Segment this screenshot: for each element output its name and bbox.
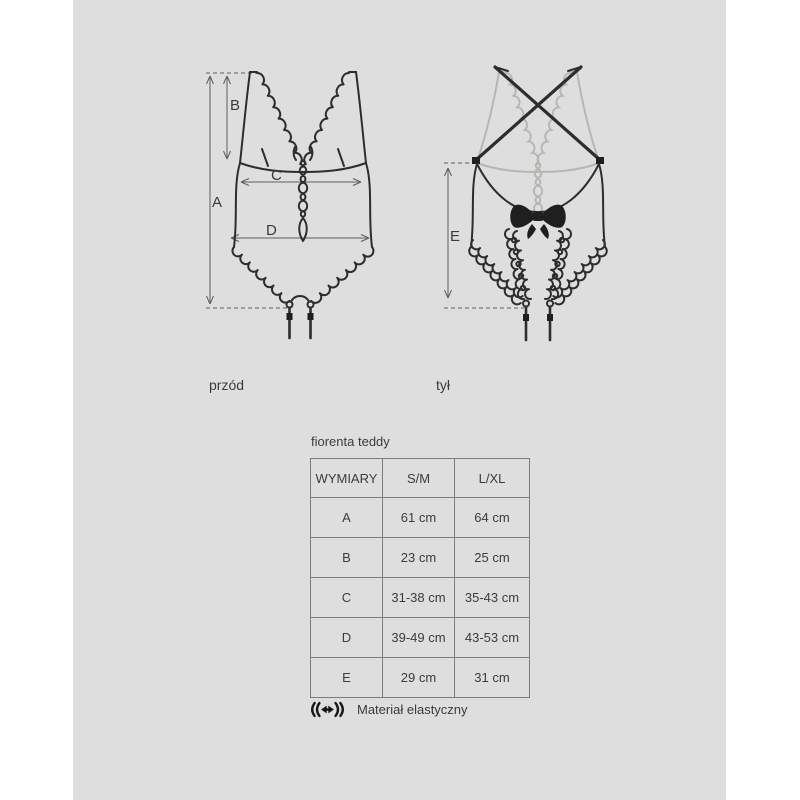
back-view-label: tył	[436, 377, 450, 393]
dim-cell: B	[311, 538, 383, 578]
dim-label-a: A	[212, 194, 223, 211]
lxl-cell: 43-53 cm	[455, 618, 530, 658]
table-row	[311, 498, 530, 538]
dim-cell: D	[311, 618, 383, 658]
sm-cell: 29 cm	[383, 658, 455, 698]
dim-cell: A	[311, 498, 383, 538]
table-row	[311, 578, 530, 618]
header-sm: S/M	[383, 459, 455, 498]
header-lxl: L/XL	[455, 459, 530, 498]
dim-label-d: D	[266, 222, 277, 239]
size-table-header-row	[311, 459, 530, 498]
elastic-stretch-icon	[309, 702, 346, 717]
front-garment-outline	[232, 72, 373, 338]
lxl-cell: 35-43 cm	[455, 578, 530, 618]
dim-cell: C	[311, 578, 383, 618]
size-table-block	[310, 434, 530, 698]
sm-cell: 39-49 cm	[383, 618, 455, 658]
dim-label-e: E	[450, 228, 461, 245]
material-note-text: Materiał elastyczny	[357, 702, 468, 717]
size-table	[310, 458, 530, 698]
header-wymiary: WYMIARY	[311, 459, 383, 498]
sm-cell: 23 cm	[383, 538, 455, 578]
lxl-cell: 31 cm	[455, 658, 530, 698]
material-note-row	[309, 702, 468, 717]
sm-cell: 61 cm	[383, 498, 455, 538]
product-name: fiorenta teddy	[311, 434, 390, 449]
dim-label-b: B	[230, 97, 241, 114]
lxl-cell: 25 cm	[455, 538, 530, 578]
table-row	[311, 658, 530, 698]
lxl-cell: 64 cm	[455, 498, 530, 538]
dim-cell: E	[311, 658, 383, 698]
front-view-drawing	[195, 55, 400, 345]
sm-cell: 31-38 cm	[383, 578, 455, 618]
back-view-drawing	[435, 55, 645, 345]
table-row	[311, 538, 530, 578]
front-view-label: przód	[209, 377, 245, 393]
dim-label-c: C	[271, 167, 282, 184]
table-row	[311, 618, 530, 658]
